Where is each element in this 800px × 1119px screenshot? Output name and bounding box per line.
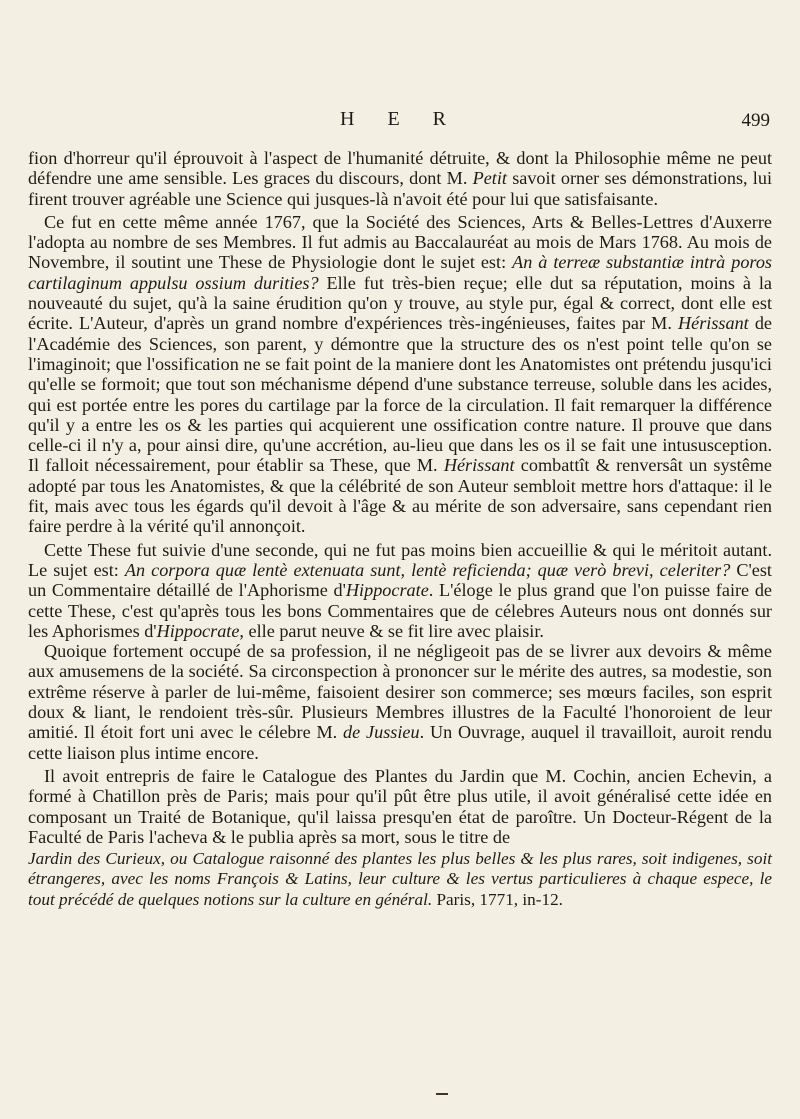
paragraph — [28, 641, 772, 763]
footer-dash — [436, 1093, 448, 1095]
text-run: Quoique fortement occupé de sa profession, il ne négligeoit pas de se livrer aux devoirs & même aux amusemens de la société. Sa circonspection à prononcer sur le mérite des autres, sa modestie, son extrême réserve à parler de lui-même, faisoient desirer son commerce; ses mœurs faciles, son esprit doux & liant, le rendoient très-sûr. Plusieurs Membres illustres de la Faculté l'honoroient de leur amitié. Il étoit fort uni avec le célebre M. — [28, 641, 772, 743]
text-run: combattît & renversât un systême adopté par tous les Anatomistes, & que la célébrité de son Auteur sembloit mettre hors d'attaque: il le fit, mais avec tous les égards qu'il devoit à l'âge & au mérite de son adversaire, sans cependant rien faire perdre à la vérité qu'il annonçoit. — [28, 455, 772, 537]
bibliography-entry — [28, 849, 772, 910]
italic-text: de Jussieu — [343, 722, 420, 743]
text-run: Ce fut en cette même année 1767, que la Société des Sciences, Arts & Belles-Lettres d'Auxerre l'adopta au nombre de ses Membres. Il fut admis au Baccalauréat au mois de Mars 1768. Au mois de Novembre, il soutint une These de Physiologie dont le sujet est: — [28, 211, 772, 273]
italic-text: Hérissant — [677, 313, 749, 334]
italic-text: An à terreæ substantiæ intrà poros cartilaginum appulsu ossium durities? — [28, 252, 773, 293]
text-run: Elle fut très-bien reçue; elle dut sa réputation, moins à la nouveauté du sujet, qu'à la saine érudition qu'on y trouve, au style pur, égal & correct, dont elle est écrite. L'Auteur, d'après un grand nombre d'expériences très-ingénieuses, faites par M. — [28, 272, 772, 334]
text-run: savoit orner ses démonstrations, lui firent trouver agréable une Science qui jusques-là n'avoit été pour lui que satisfaisante. — [28, 168, 772, 209]
text-run: . L'éloge le plus grand que l'on puisse faire de cette These, c'est qu'après tous les bons Commentaires que de célebres Auteurs nous ont donnés sur les Aphorismes d' — [28, 580, 772, 641]
page-number: 499 — [741, 110, 770, 131]
text-run: Il avoit entrepris de faire le Catalogue des Plantes du Jardin que M. Cochin, ancien Echevin, a formé à Chatillon près de Paris; mais pour qu'il pût être plus utile, il avoit généralisé cette idée en composant un Traité de Botanique, qu'il laissa presqu'en état de paroître. Un Docteur-Régent de la Faculté de Paris l'acheva & le publia après sa mort, sous le titre de — [28, 765, 772, 847]
italic-text: Hippocrate — [345, 580, 429, 601]
paragraph — [28, 540, 772, 641]
text-run: de l'Académie des Sciences, son parent, y démontre que la structure des os n'est point telle qu'on se l'imaginoit; que l'ossification ne se fait point de la maniere dont les Anatomistes ont prétendu jusqu'ici qu'elle se formoit; que tout son méchanisme dépend d'une substance terreuse, soluble dans les acides, qui est portée entre les pores du cartilage par la force de la circulation. Il fait remarquer la différence qu'il y a entre les os & les parties qui acquierent une ossification contre nature. Il prouve que dans celle-ci il n'y a, pour ainsi dire, qu'une accrétion, au-lieu que dans les os il se fait une intususception. Il falloit nécessairement, pour établir sa These, que M. — [28, 313, 772, 476]
body-text — [28, 148, 772, 910]
running-head: H E R — [340, 108, 460, 130]
italic-text: Hippocrate — [156, 620, 240, 641]
bibliography-imprint: Paris, 1771, in-12. — [432, 889, 563, 909]
bibliography-title: Jardin des Curieux, ou Catalogue raisonné des plantes les plus belles & les plus rares, soit indigenes, soit étrangeres, avec les noms François & Latins, leur culture & les vertus particulieres à chaque espece, le tout précédé de quelques notions sur la culture en général. — [28, 849, 772, 909]
text-run: C'est un Commentaire détaillé de l'Aphorisme d' — [28, 559, 772, 601]
italic-text: Petit — [472, 168, 507, 189]
paragraph — [28, 766, 772, 847]
text-run: , elle parut neuve & se fit lire avec plaisir. — [239, 620, 544, 641]
text-run: fion d'horreur qu'il éprouvoit à l'aspect de l'humanité détruite, & dont la Philosophie même ne peut défendre une ame sensible. Les graces du discours, dont M. — [28, 148, 772, 189]
italic-text: An corpora quæ lentè extenuata sunt, lentè reficienda; quæ verò brevi, celeriter? — [124, 559, 731, 580]
text-run: . Un Ouvrage, auquel il travailloit, auroit rendu cette liaison plus intime encore. — [28, 722, 772, 763]
paragraph — [28, 148, 772, 209]
paragraph — [28, 212, 772, 537]
italic-text: Hérissant — [443, 455, 515, 476]
page-header — [0, 108, 800, 136]
text-run: Cette These fut suivie d'une seconde, qui ne fut pas moins bien accueillie & qui le méritoit autant. Le sujet est: — [28, 539, 772, 580]
